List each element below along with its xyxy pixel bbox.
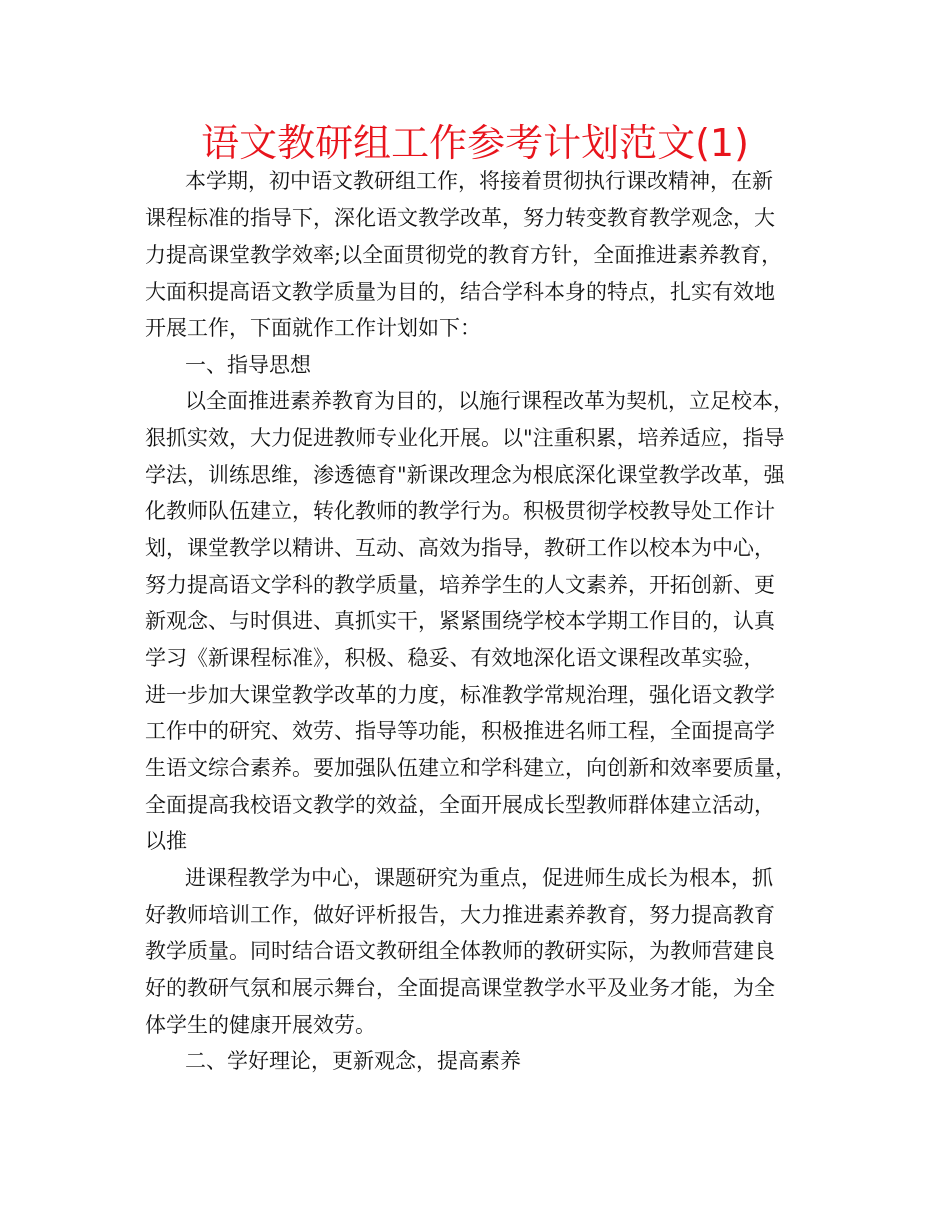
paragraph-line: 工作中的研究、效劳、指导等功能，积极推进名师工程，全面提高学 bbox=[145, 719, 775, 743]
paragraph-line: 新观念、与时俱进、真抓实干，紧紧围绕学校本学期工作目的，认真 bbox=[145, 609, 775, 633]
paragraph-line: 化教师队伍建立，转化教师的教学行为。积极贯彻学校教导处工作计 bbox=[145, 499, 775, 523]
paragraph-line: 开展工作，下面就作工作计划如下： bbox=[145, 316, 481, 340]
paragraph-line: 生语文综合素养。要加强队伍建立和学科建立，向创新和效率要质量， bbox=[145, 756, 796, 780]
document-title: 语文教研组工作参考计划范文(1) bbox=[201, 121, 749, 165]
paragraph-line: 课程标准的指导下，深化语文教学改革，努力转变教育教学观念，大 bbox=[145, 206, 775, 230]
paragraph-line: 划，课堂教学以精讲、互动、高效为指导，教研工作以校本为中心， bbox=[145, 536, 775, 560]
paragraph-line: 进课程教学为中心，课题研究为重点，促进师生成长为根本，抓 bbox=[185, 866, 773, 890]
paragraph-line: 狠抓实效，大力促进教师专业化开展。以"注重积累，培养适应，指导 bbox=[145, 426, 785, 450]
paragraph-line: 学法，训练思维，渗透德育"新课改理念为根底深化课堂教学改革，强 bbox=[145, 463, 785, 487]
paragraph-line: 努力提高语文学科的教学质量，培养学生的人文素养，开拓创新、更 bbox=[145, 573, 775, 597]
paragraph-line: 本学期，初中语文教研组工作，将接着贯彻执行课改精神，在新 bbox=[185, 169, 773, 193]
paragraph-line: 进一步加大课堂教学改革的力度，标准教学常规治理，强化语文教学 bbox=[145, 683, 775, 707]
paragraph-line: 大面积提高语文教学质量为目的，结合学科本身的特点，扎实有效地 bbox=[145, 280, 775, 304]
paragraph-line: 好教师培训工作，做好评析报告，大力推进素养教育，努力提高教育 bbox=[145, 903, 775, 927]
paragraph-line: 全面提高我校语文教学的效益，全面开展成长型教师群体建立活动， bbox=[145, 793, 775, 817]
section-heading: 二、学好理论，更新观念，提高素养 bbox=[185, 1049, 521, 1073]
paragraph-line: 学习《新课程标准》，积极、稳妥、有效地深化语文课程改革实验， bbox=[145, 646, 765, 670]
paragraph-line: 好的教研气氛和展示舞台，全面提高课堂教学水平及业务才能，为全 bbox=[145, 976, 775, 1000]
paragraph-line: 体学生的健康开展效劳。 bbox=[145, 1013, 376, 1037]
paragraph-line: 以全面推进素养教育为目的，以施行课程改革为契机，立足校本， bbox=[185, 389, 794, 413]
section-heading: 一、指导思想 bbox=[185, 353, 311, 377]
paragraph-line: 教学质量。同时结合语文教研组全体教师的教研实际，为教师营建良 bbox=[145, 939, 775, 963]
paragraph-line: 以推 bbox=[145, 829, 187, 853]
paragraph-line: 力提高课堂教学效率;以全面贯彻党的教育方针，全面推进素养教育， bbox=[145, 243, 783, 267]
